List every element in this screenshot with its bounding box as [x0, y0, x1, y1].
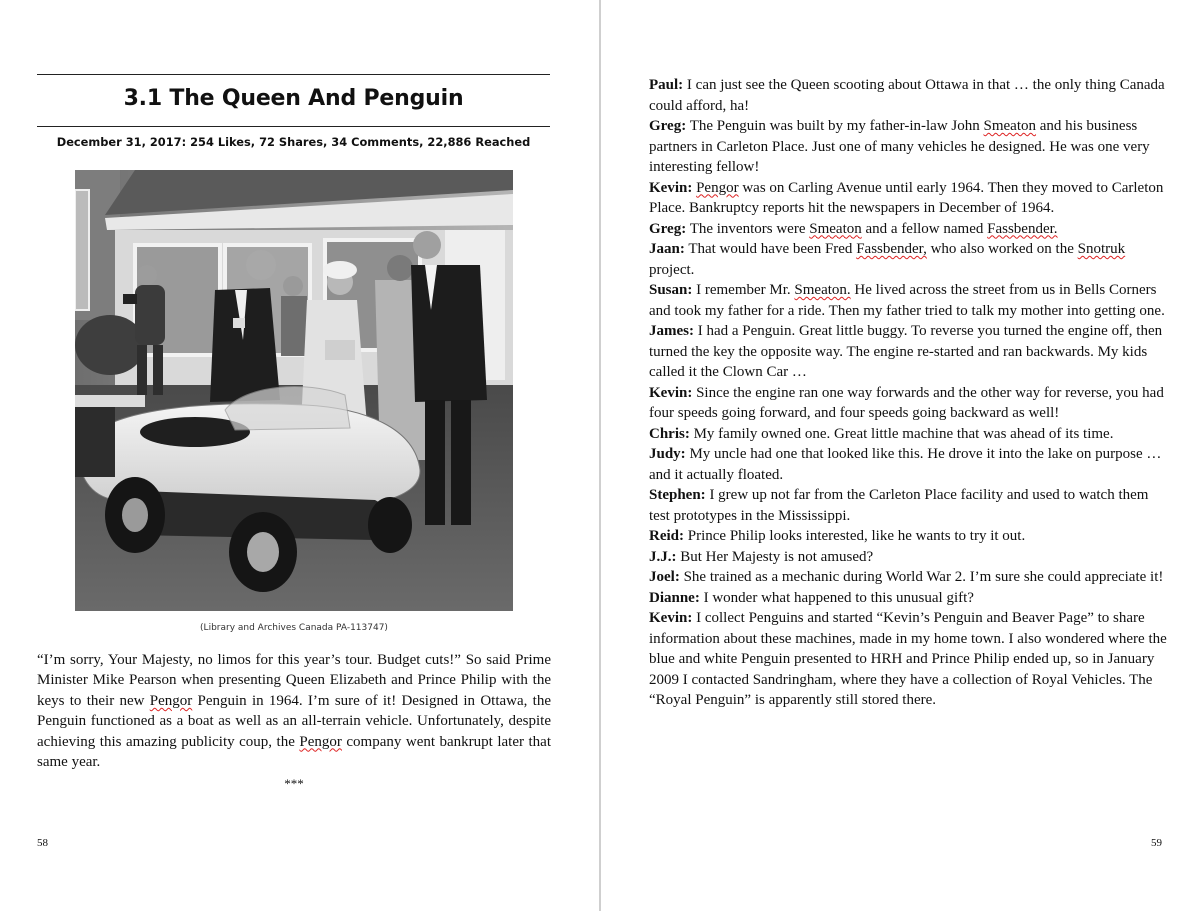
commenter-name: Reid:	[649, 528, 684, 544]
text-run: Since the engine ran one way forwards and the other way for reverse, you had four speeds going forward, and four speeds going backward as well!	[649, 384, 1164, 421]
comment-entry	[649, 424, 1169, 445]
text-run: I can just see the Queen scooting about Ottawa in that … the only thing Canada could afford, ha!	[649, 77, 1165, 114]
text-run: That would have been Fred	[684, 241, 857, 257]
intro-paragraph	[37, 650, 551, 772]
comment-entry	[649, 383, 1169, 424]
text-run: company went bankrupt later that same year.	[37, 733, 551, 771]
spellcheck-flagged-word: Smeaton	[983, 118, 1037, 134]
spellcheck-flagged-word: Pengor	[299, 733, 342, 750]
commenter-name: Susan:	[649, 282, 693, 298]
spellcheck-flagged-word: Pengor	[149, 692, 193, 709]
spellcheck-flagged-word: Snotruk	[1077, 241, 1126, 257]
commenter-name: James:	[649, 323, 694, 339]
spellcheck-flagged-word: Smeaton	[809, 220, 862, 237]
photo-caption: (Library and Archives Canada PA-113747)	[200, 623, 388, 633]
text-run: I wonder what happened to this unusual gift?	[699, 589, 974, 606]
page-number-right: 59	[1151, 837, 1162, 849]
commenter-name: J.J.:	[649, 548, 677, 565]
commenter-name: Judy:	[649, 446, 686, 462]
section-title: 3.1 The Queen And Penguin	[123, 86, 464, 111]
spellcheck-flagged-word: Fassbender,	[856, 241, 927, 257]
text-run: He lived across the street from us in Bells Corners and took my father for a ride. Then my father tried to talk my mother into getting one.	[649, 282, 1165, 319]
commenter-name: Jaan:	[649, 241, 685, 257]
spellcheck-flagged-word: Smeaton.	[794, 282, 851, 298]
section-separator: ***	[284, 776, 304, 791]
text-run: Prince Philip looks interested, like he wants to try it out.	[684, 528, 1026, 544]
photo-illustration	[75, 170, 513, 611]
commenter-name: Paul:	[649, 77, 684, 93]
right-page	[601, 0, 1200, 911]
text-run: The Penguin was built by my father-in-law John	[686, 118, 984, 134]
post-stats: December 31, 2017: 254 Likes, 72 Shares, 34 Comments, 22,886 Reached	[56, 135, 531, 149]
commenter-name: Joel:	[649, 569, 680, 585]
text-run: was on Carling Avenue until early 1964. Then they moved to Carleton Place. Bankruptcy reports hit the newspapers in December of 1964.	[649, 179, 1164, 216]
text-run: Penguin in 1964. I’m sure of it! Designed in Ottawa, the Penguin functioned as a boat as well as an all-terrain vehicle. Unfortunately, despite achieving this amazing publicity coup, the	[37, 692, 551, 750]
comment-entry	[649, 547, 1169, 568]
commenter-name: Greg:	[649, 220, 687, 237]
commenter-name: Dianne:	[649, 589, 700, 606]
comment-entry	[649, 444, 1169, 485]
commenter-name: Kevin:	[649, 384, 693, 401]
text-run: and his business partners in Carleton Place. Just one of many vehicles he designed. He was one very interesting fellow!	[649, 118, 1150, 175]
text-run: project.	[649, 261, 695, 278]
comment-list	[649, 75, 1169, 711]
text-run: My uncle had one that looked like this. He drove it into the lake on purpose … and it actually floated.	[649, 446, 1162, 483]
text-run: who also worked on the	[926, 241, 1078, 257]
page-number-left: 58	[37, 837, 48, 849]
comment-entry	[649, 588, 1169, 609]
text-run: I collect Penguins and started “Kevin’s Penguin and Beaver Page” to share information about these machines, made in my home town. I also wondered where the blue and white Penguin presented to HRH and Prince Philip ended up, so in January 2009 I contacted Sandringham, where they have a collection of Royal Vehicles. The “Royal Penguin” is apparently still stored there.	[649, 610, 1167, 708]
text-run: She trained as a mechanic during World War 2. I’m sure she could appreciate it!	[679, 569, 1164, 585]
comment-entry	[649, 178, 1169, 219]
comment-entry	[649, 526, 1169, 547]
queen-and-penguin-photo	[75, 170, 513, 611]
spellcheck-flagged-word: Fassbender.	[987, 220, 1058, 237]
text-run: I had a Penguin. Great little buggy. To reverse you turned the engine off, then turned the key the opposite way. The engine re-started and ran backwards. My kids called it the Clown Car …	[649, 323, 1163, 380]
text-run: But Her Majesty is not amused?	[676, 548, 874, 565]
commenter-name: Chris:	[649, 425, 690, 442]
text-run: My family owned one. Great little machine that was ahead of its time.	[689, 425, 1114, 442]
comment-entry	[649, 485, 1169, 526]
comment-entry	[649, 608, 1169, 711]
title-bottom-rule	[37, 126, 550, 127]
text-run: The inventors were	[686, 220, 810, 237]
comment-entry	[649, 280, 1169, 321]
text-run: and a fellow named	[861, 220, 988, 237]
text-run: I remember Mr.	[692, 282, 795, 298]
commenter-name: Stephen:	[649, 487, 706, 503]
comment-entry	[649, 567, 1169, 588]
comment-entry	[649, 321, 1169, 383]
commenter-name: Greg:	[649, 118, 687, 134]
commenter-name: Kevin:	[649, 610, 693, 626]
comment-entry	[649, 116, 1169, 178]
left-page	[0, 0, 599, 911]
text-run: I grew up not far from the Carleton Place facility and used to watch them test prototypes in the Mississippi.	[649, 487, 1149, 524]
spellcheck-flagged-word: Pengor	[696, 179, 739, 196]
commenter-name: Kevin:	[649, 179, 693, 196]
comment-entry	[649, 219, 1169, 240]
comment-entry	[649, 75, 1169, 116]
text-run: “I’m sorry, Your Majesty, no limos for this year’s tour. Budget cuts!” So said Prime Minister Mike Pearson when presenting Queen Elizabeth and Prince Philip with the keys to their new	[37, 652, 551, 709]
comment-entry	[649, 239, 1169, 280]
title-top-rule	[37, 74, 550, 75]
